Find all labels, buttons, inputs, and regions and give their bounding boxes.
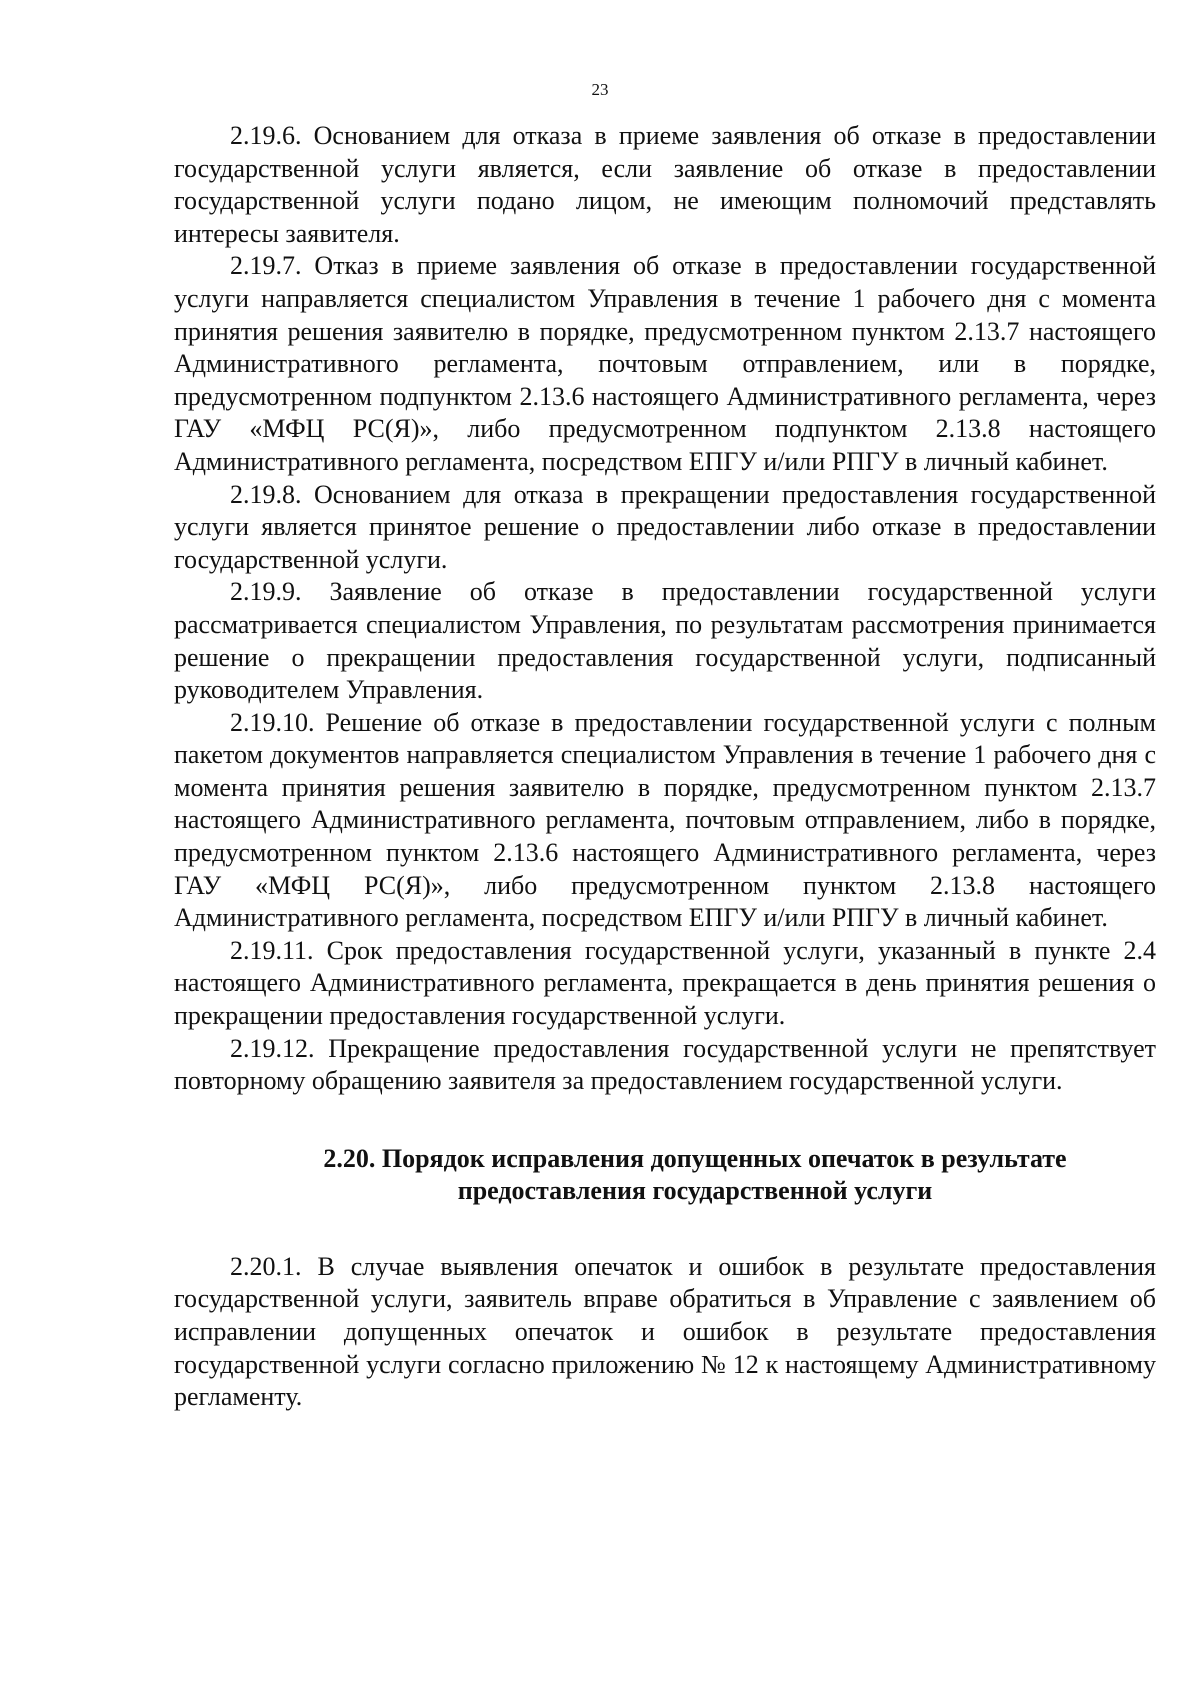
paragraph-2-19-11: 2.19.11. Срок предоставления государственной услуги, указанный в пункте 2.4 настоящего Административного регламента, прекращается в день принятия решения о прекращении предоставления государственной услуги. [174,935,1156,1031]
section-heading-line-2: предоставления государственной услуги [457,1175,933,1205]
paragraph-2-20-1: 2.20.1. В случае выявления опечаток и ошибок в результате предоставления государственной услуги, заявитель вправе обратиться в Управление с заявлением об исправлении допущенных опечаток и ошибок в результате предоставления государственной услуги согласно приложению № 12 к настоящему Административному регламенту. [174,1251,1156,1412]
section-heading-2-20 [174,1143,1156,1207]
document-body [174,120,1156,1414]
paragraph-2-19-10: 2.19.10. Решение об отказе в предоставлении государственной услуги с полным пакетом документов направляется специалистом Управления в течение 1 рабочего дня с момента принятия решения заявителю в порядке, предусмотренном пунктом 2.13.7 настоящего Административного регламента, почтовым отправлением, либо в порядке, предусмотренном пунктом 2.13.6 настоящего Административного регламента, через ГАУ «МФЦ РС(Я)», либо предусмотренном пунктом 2.13.8 настоящего Административного регламента, посредством ЕПГУ и/или РПГУ в личный кабинет. [174,707,1156,933]
section-heading-line-1: 2.20. Порядок исправления допущенных опечаток в результате [323,1143,1067,1173]
paragraph-2-19-9: 2.19.9. Заявление об отказе в предоставлении государственной услуги рассматривается специалистом Управления, по результатам рассмотрения принимается решение о прекращении предоставления государственной услуги, подписанный руководителем Управления. [174,577,1156,705]
paragraph-2-19-12: 2.19.12. Прекращение предоставления государственной услуги не препятствует повторному обращению заявителя за предоставлением государственной услуги. [174,1033,1156,1096]
paragraph-2-19-7: 2.19.7. Отказ в приеме заявления об отказе в предоставлении государственной услуги направляется специалистом Управления в течение 1 рабочего дня с момента принятия решения заявителю в порядке, предусмотренном пунктом 2.13.7 настоящего Административного регламента, почтовым отправлением, или в порядке, предусмотренном подпунктом 2.13.6 настоящего Административного регламента, через ГАУ «МФЦ РС(Я)», либо предусмотренном подпунктом 2.13.8 настоящего Административного регламента, посредством ЕПГУ и/или РПГУ в личный кабинет. [174,251,1156,476]
page-number: 23 [591,80,609,99]
paragraph-2-19-8: 2.19.8. Основанием для отказа в прекращении предоставления государственной услуги является принятое решение о предоставлении либо отказе в предоставлении государственной услуги. [174,479,1156,574]
paragraph-2-19-6: 2.19.6. Основанием для отказа в приеме заявления об отказе в предоставлении государственной услуги является, если заявление об отказе в предоставлении государственной услуги подано лицом, не имеющим полномочий представлять интересы заявителя. [174,121,1156,248]
